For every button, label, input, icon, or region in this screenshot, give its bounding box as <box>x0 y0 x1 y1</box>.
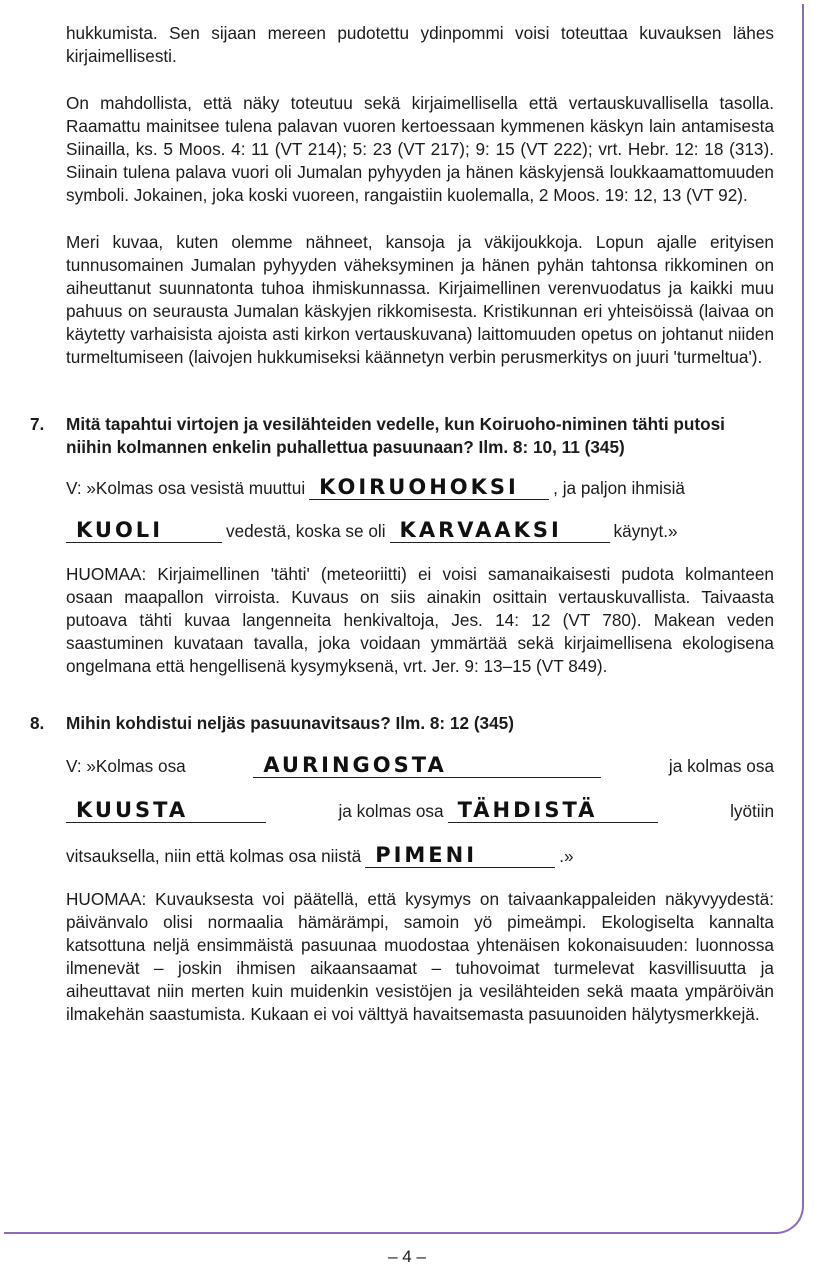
answer-text: ja kolmas osa <box>338 801 444 821</box>
answer-text: , ja paljon ihmisiä <box>553 478 685 498</box>
answer-blank-auringosta[interactable]: AURINGOSTA <box>253 753 601 778</box>
q7-note: HUOMAA: Kirjaimellinen 'tähti' (meteoriitti) ei voisi samanaikaisesti pudota kolmanteen osaan maapallon virroista. Kuvaus on siis ainakin osittain vertauskuvallista. Taivaasta putoava tähti kuvaa langenneita henkivaltoja, Jes. 14: 12 (VT 780). Makean veden saastuminen kuvataan tavalla, joka voidaan ymmärtää sekä kirjaimellisena ekologisena ongelmana että hengellisenä kysymyksenä, vrt. Jer. 9: 13–15 (VT 849). <box>66 564 774 676</box>
answer-blank-kuusta[interactable]: KUUSTA <box>66 798 266 823</box>
paragraph-2: On mahdollista, että näky toteutuu sekä kirjaimellisella että vertauskuvallisella tasolla. Raamattu mainitsee tulena palavan vuoren kertoessaan kymmenen käskyn lain antamisesta Siinailla, ks. 5 Moos. 4: 11 (VT 214); 5: 23 (VT 217); 9: 15 (VT 222); vrt. Hebr. 12: 18 (313). Siinain tulena palava vuori oli Jumalan pyhyyden ja hänen käskyjensä loukkaamattomuuden symboli. Jokainen, joka koski vuoreen, rangaistiin kuolemalla, 2 Moos. 19: 12, 13 (VT 92). <box>66 93 774 205</box>
answer-text: .» <box>559 846 574 866</box>
answer-blank-pimeni[interactable]: PIMENI <box>365 843 555 868</box>
answer-prefix: V: »Kolmas osa vesistä muuttui <box>66 478 306 498</box>
answer-blank-koiruohoksi[interactable]: KOIRUOHOKSI <box>309 475 549 500</box>
q8-note: HUOMAA: Kuvauksesta voi päätellä, että kysymys on taivaankappaleiden näkyvyydestä: päivänvalo olisi normaalia hämärämpi, samoin yö pimeämpi. Ekologiselta kannalta katsottuna neljä ensimmäistä pasuunaa muodostaa yhtenäisen kokonaisuuden: luonnossa ilmenevät – joskin ihmisen aikaansaamat – tuhovoimat turmelevat kasvillisuutta ja aiheuttavat niin merten kuin muidenkin vesistöjen ja vesilähteiden sekä maata ympäröivän ilmakehän saastumista. Kukaan ei voi välttyä havaitsemasta pasuunoiden hälytysmerkkejä. <box>66 889 774 1024</box>
answer-text: vitsauksella, niin että kolmas osa niistä <box>66 846 362 866</box>
question-8 <box>30 712 774 735</box>
answer-blank-kuoli[interactable]: KUOLI <box>66 518 222 543</box>
answer-blank-karvaaksi[interactable]: KARVAAKSI <box>390 518 610 543</box>
question-7 <box>30 413 774 459</box>
q7-answer-line-1 <box>66 475 774 500</box>
answer-text: vedestä, koska se oli <box>226 521 386 541</box>
paragraph-1: hukkumista. Sen sijaan mereen pudotettu ydinpommi voisi toteuttaa kuvauksen lähes kirjaimellisesti. <box>66 23 774 66</box>
answer-text: käynyt.» <box>613 521 678 541</box>
answer-text: lyötiin <box>730 801 775 821</box>
question-number: 8. <box>30 713 45 733</box>
question-number: 7. <box>30 414 45 434</box>
page-number: – 4 – <box>388 1247 426 1266</box>
q8-answer-line-2 <box>66 798 774 823</box>
question-text: Mitä tapahtui virtojen ja vesilähteiden vedelle, kun Koiruoho-niminen tähti putosi niihin kolmannen enkelin puhallettua pasuunaan? Ilm. 8: 10, 11 (345) <box>66 414 725 457</box>
q8-answer-line-1 <box>66 753 774 778</box>
q8-answer-line-3 <box>66 843 774 868</box>
answer-blank-tahdista[interactable]: TÄHDISTÄ <box>448 798 658 823</box>
answer-text: ja kolmas osa <box>668 756 775 776</box>
answer-prefix: V: »Kolmas osa <box>66 756 186 776</box>
q7-answer-line-2 <box>66 518 774 543</box>
question-text: Mihin kohdistui neljäs pasuunavitsaus? Ilm. 8: 12 (345) <box>66 713 514 733</box>
page-content <box>30 22 775 1026</box>
paragraph-3: Meri kuvaa, kuten olemme nähneet, kansoja ja väkijoukkoja. Lopun ajalle erityisen tunnusomainen Jumalan pyhyyden väheksyminen ja hänen pyhän tahtonsa rikkominen on aiheuttanut suunnatonta tuhoa ihmiskunnassa. Kirjaimellinen verenvuodatus ja kaikki muu pahuus on seurausta Jumalan käskyjen rikkomisesta. Kristikunnan eri yhteisöissä (laivaa on käytetty varhaisista ajoista asti kirkon vertauskuvana) laittomuuden opetus on johtanut niiden turmeltumiseen (laivojen hukkumiseksi käännetyn verbin perusmerkitys on juuri 'turmeltua'). <box>66 232 774 367</box>
